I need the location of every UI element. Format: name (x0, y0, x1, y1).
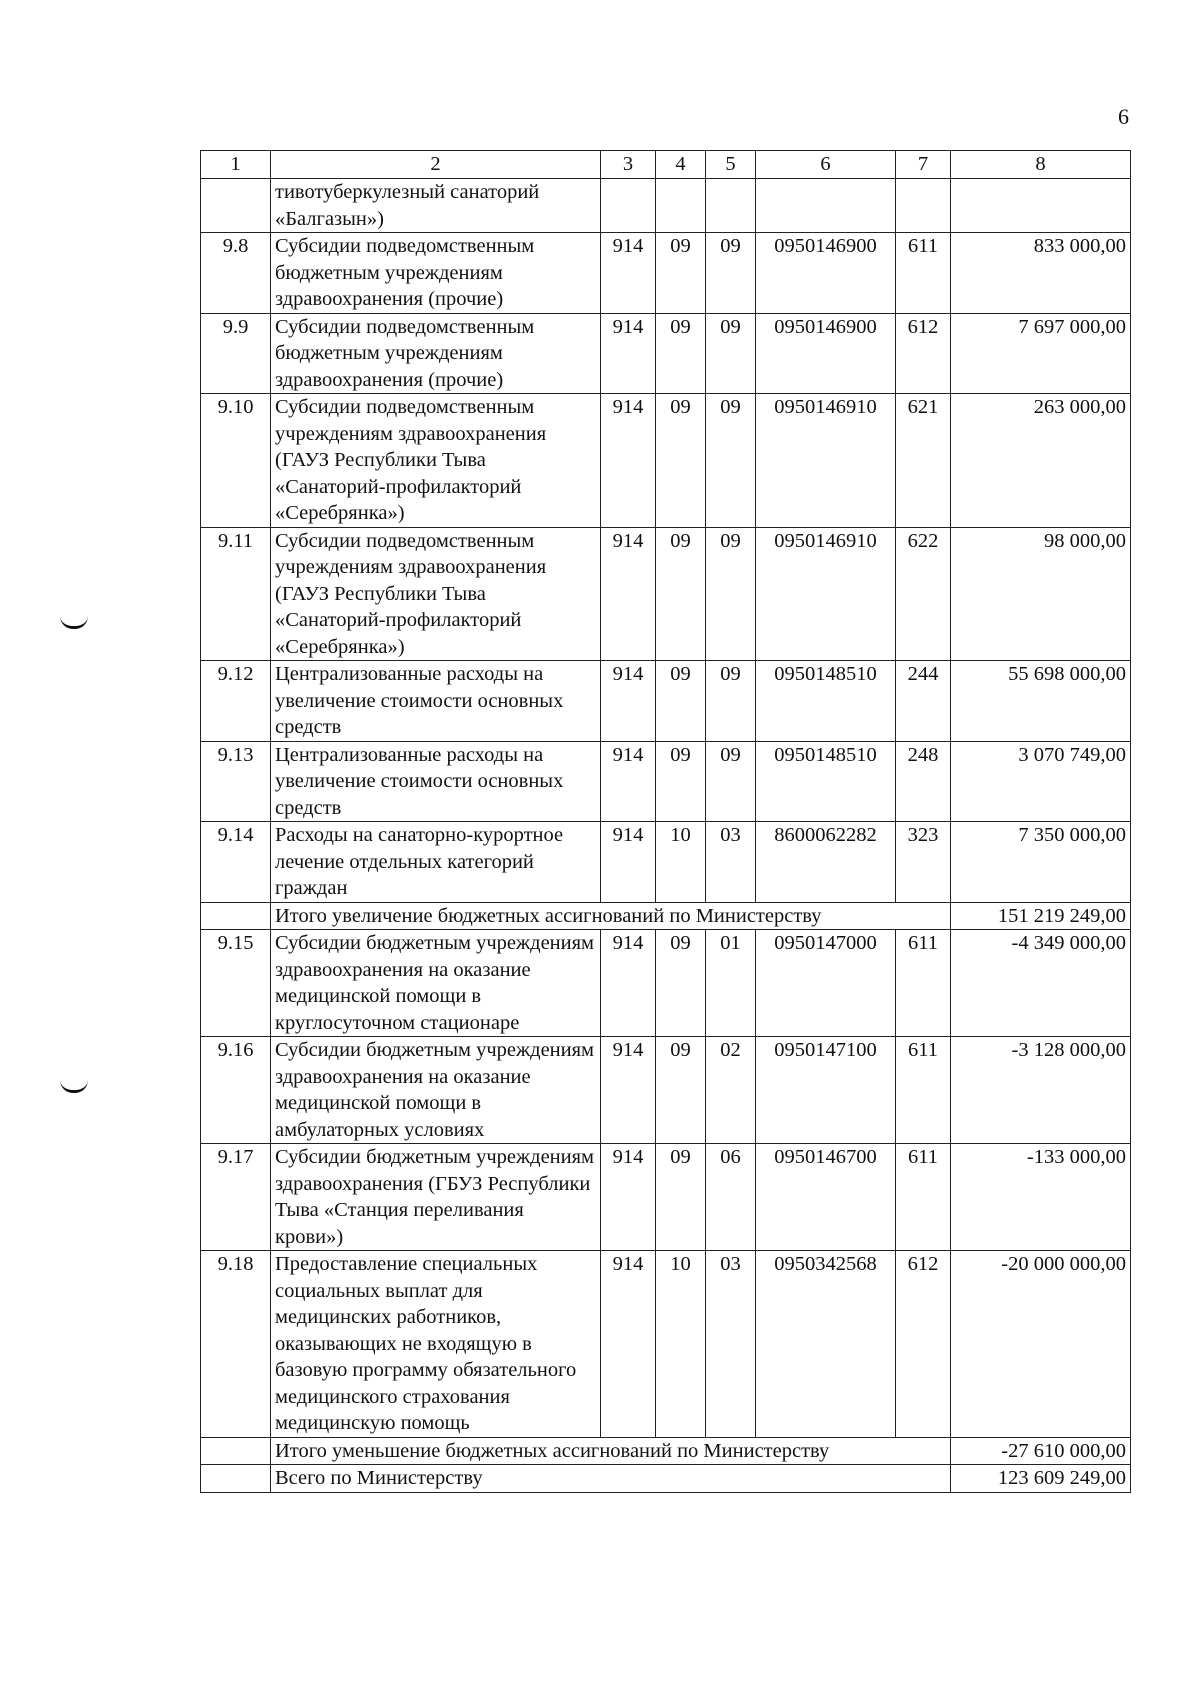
code-section: 10 (656, 1251, 706, 1438)
row-amount: 55 698 000,00 (951, 661, 1131, 742)
table-row (201, 661, 1131, 742)
row-number: 9.14 (201, 822, 271, 903)
margin-mark (60, 616, 88, 629)
code-section: 09 (656, 233, 706, 314)
column-header: 5 (706, 151, 756, 179)
code-subsection: 03 (706, 822, 756, 903)
row-amount: 263 000,00 (951, 394, 1131, 528)
row-amount (951, 179, 1131, 233)
row-amount: 7 350 000,00 (951, 822, 1131, 903)
header-row (201, 151, 1131, 179)
row-description: Предоставление специальных социальных выплат для медицинских работников, оказывающих не входящую в базовую программу обязательного медицинского страхования медицинскую помощь (271, 1251, 601, 1438)
code-section: 10 (656, 822, 706, 903)
code-target-article: 0950147000 (756, 930, 896, 1037)
code-target-article: 0950148510 (756, 741, 896, 822)
code-section: 09 (656, 527, 706, 661)
row-number: 9.8 (201, 233, 271, 314)
summary-amount: 123 609 249,00 (951, 1465, 1131, 1493)
code-target-article: 0950146910 (756, 527, 896, 661)
column-header: 4 (656, 151, 706, 179)
empty-cell (201, 1437, 271, 1465)
row-number: 9.12 (201, 661, 271, 742)
row-amount: -4 349 000,00 (951, 930, 1131, 1037)
table-row (201, 233, 1131, 314)
code-ministry: 914 (601, 822, 656, 903)
table-row (201, 1144, 1131, 1251)
code-subsection: 09 (706, 394, 756, 528)
budget-table (200, 150, 1131, 1493)
row-number (201, 179, 271, 233)
row-amount: 833 000,00 (951, 233, 1131, 314)
row-number: 9.11 (201, 527, 271, 661)
code-section: 09 (656, 1037, 706, 1144)
code-target-article: 0950342568 (756, 1251, 896, 1438)
code-target-article: 0950146910 (756, 394, 896, 528)
code-subsection: 02 (706, 1037, 756, 1144)
table-row (201, 741, 1131, 822)
row-description: Субсидии бюджетным учреждениям здравоохранения на оказание медицинской помощи в круглосуточном стационаре (271, 930, 601, 1037)
row-number: 9.17 (201, 1144, 271, 1251)
page-number: 6 (1118, 104, 1129, 129)
summary-label: Итого увеличение бюджетных ассигнований по Министерству (271, 902, 951, 930)
code-expense-type: 244 (896, 661, 951, 742)
table-row (201, 1037, 1131, 1144)
row-amount: 3 070 749,00 (951, 741, 1131, 822)
code-ministry: 914 (601, 741, 656, 822)
table-row (201, 1251, 1131, 1438)
code-section: 09 (656, 661, 706, 742)
column-header: 1 (201, 151, 271, 179)
row-number: 9.9 (201, 313, 271, 394)
code-expense-type (896, 179, 951, 233)
code-subsection: 09 (706, 527, 756, 661)
row-amount: -133 000,00 (951, 1144, 1131, 1251)
row-amount: 7 697 000,00 (951, 313, 1131, 394)
summary-amount: -27 610 000,00 (951, 1437, 1131, 1465)
code-subsection: 09 (706, 741, 756, 822)
row-number: 9.15 (201, 930, 271, 1037)
column-header: 2 (271, 151, 601, 179)
subtotal-decrease-row (201, 1437, 1131, 1465)
code-ministry: 914 (601, 527, 656, 661)
code-section: 09 (656, 394, 706, 528)
row-description: Централизованные расходы на увеличение стоимости основных средств (271, 661, 601, 742)
table-row (201, 822, 1131, 903)
row-description: Субсидии подведомственным бюджетным учреждениям здравоохранения (прочие) (271, 313, 601, 394)
row-description: Субсидии бюджетным учреждениям здравоохранения (ГБУЗ Республики Тыва «Станция переливания крови») (271, 1144, 601, 1251)
summary-amount: 151 219 249,00 (951, 902, 1131, 930)
code-expense-type: 612 (896, 313, 951, 394)
code-section (656, 179, 706, 233)
column-header: 7 (896, 151, 951, 179)
code-target-article: 8600062282 (756, 822, 896, 903)
row-description: Централизованные расходы на увеличение стоимости основных средств (271, 741, 601, 822)
code-ministry: 914 (601, 1037, 656, 1144)
table-row (201, 313, 1131, 394)
table-row (201, 179, 1131, 233)
table-row (201, 527, 1131, 661)
row-description: Субсидии подведомственным учреждениям здравоохранения (ГАУЗ Республики Тыва «Санаторий-профилакторий «Серебрянка») (271, 394, 601, 528)
code-ministry: 914 (601, 313, 656, 394)
code-target-article: 0950146900 (756, 233, 896, 314)
code-ministry (601, 179, 656, 233)
row-number: 9.16 (201, 1037, 271, 1144)
code-target-article: 0950146700 (756, 1144, 896, 1251)
code-expense-type: 248 (896, 741, 951, 822)
code-section: 09 (656, 930, 706, 1037)
code-expense-type: 612 (896, 1251, 951, 1438)
code-subsection: 09 (706, 661, 756, 742)
summary-label: Всего по Министерству (271, 1465, 951, 1493)
row-description: Расходы на санаторно-курортное лечение отдельных категорий граждан (271, 822, 601, 903)
row-amount: 98 000,00 (951, 527, 1131, 661)
table-row (201, 394, 1131, 528)
table-body (201, 151, 1131, 1493)
code-subsection: 06 (706, 1144, 756, 1251)
row-number: 9.10 (201, 394, 271, 528)
code-expense-type: 611 (896, 233, 951, 314)
code-ministry: 914 (601, 930, 656, 1037)
code-ministry: 914 (601, 233, 656, 314)
code-section: 09 (656, 1144, 706, 1251)
code-ministry: 914 (601, 1251, 656, 1438)
code-expense-type: 622 (896, 527, 951, 661)
column-header: 8 (951, 151, 1131, 179)
code-expense-type: 611 (896, 930, 951, 1037)
code-target-article: 0950148510 (756, 661, 896, 742)
subtotal-increase-row (201, 902, 1131, 930)
code-ministry: 914 (601, 1144, 656, 1251)
summary-label: Итого уменьшение бюджетных ассигнований по Министерству (271, 1437, 951, 1465)
code-expense-type: 621 (896, 394, 951, 528)
code-subsection (706, 179, 756, 233)
code-expense-type: 611 (896, 1037, 951, 1144)
code-target-article: 0950146900 (756, 313, 896, 394)
row-description: Субсидии бюджетным учреждениям здравоохранения на оказание медицинской помощи в амбулаторных условиях (271, 1037, 601, 1144)
code-section: 09 (656, 741, 706, 822)
row-number: 9.18 (201, 1251, 271, 1438)
margin-mark (60, 1080, 88, 1093)
empty-cell (201, 902, 271, 930)
code-subsection: 03 (706, 1251, 756, 1438)
row-amount: -3 128 000,00 (951, 1037, 1131, 1144)
code-target-article (756, 179, 896, 233)
total-row (201, 1465, 1131, 1493)
column-header: 6 (756, 151, 896, 179)
empty-cell (201, 1465, 271, 1493)
code-section: 09 (656, 313, 706, 394)
code-subsection: 01 (706, 930, 756, 1037)
row-description: Субсидии подведомственным бюджетным учреждениям здравоохранения (прочие) (271, 233, 601, 314)
row-description: Субсидии подведомственным учреждениям здравоохранения (ГАУЗ Республики Тыва «Санаторий-профилакторий «Серебрянка») (271, 527, 601, 661)
table-row (201, 930, 1131, 1037)
code-expense-type: 611 (896, 1144, 951, 1251)
row-description: тивотуберкулезный санаторий «Балгазын») (271, 179, 601, 233)
row-amount: -20 000 000,00 (951, 1251, 1131, 1438)
code-expense-type: 323 (896, 822, 951, 903)
code-ministry: 914 (601, 394, 656, 528)
column-header: 3 (601, 151, 656, 179)
code-target-article: 0950147100 (756, 1037, 896, 1144)
code-subsection: 09 (706, 233, 756, 314)
code-ministry: 914 (601, 661, 656, 742)
row-number: 9.13 (201, 741, 271, 822)
code-subsection: 09 (706, 313, 756, 394)
